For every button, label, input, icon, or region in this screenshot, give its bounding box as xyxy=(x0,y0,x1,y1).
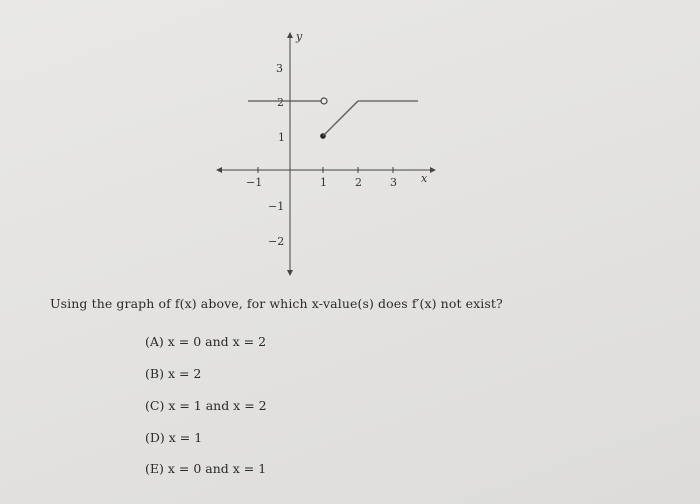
y-axis-bottom-arrow xyxy=(287,270,293,276)
choice-text: x = 0 and x = 1 xyxy=(167,461,267,476)
choice-label: (D) xyxy=(145,430,165,445)
open-circle xyxy=(321,98,327,104)
question-text: Using the graph of f(x) above, for which x-value(s) does f′(x) not exist? xyxy=(50,296,503,311)
x-tick-label: 3 xyxy=(390,176,397,189)
x-axis-left-arrow xyxy=(216,167,222,173)
choice-text: x = 1 xyxy=(168,430,203,445)
choice-label: (E) xyxy=(145,461,164,476)
y-axis-label: y xyxy=(296,30,303,43)
y-tick-label: 3 xyxy=(276,62,283,75)
choice-text: x = 0 and x = 2 xyxy=(167,334,267,349)
choice-label: (A) xyxy=(145,334,164,349)
x-tick-label: 1 xyxy=(320,176,327,189)
choice-e[interactable] xyxy=(145,461,266,476)
choice-text: x = 1 and x = 2 xyxy=(168,398,267,413)
x-tick-label: 2 xyxy=(355,176,362,189)
choice-label: (C) xyxy=(145,398,165,413)
x-axis-arrow xyxy=(430,167,436,173)
y-tick-label: −1 xyxy=(268,200,285,213)
y-tick-label: −2 xyxy=(268,235,285,248)
segment-rising xyxy=(323,101,358,136)
choice-c[interactable] xyxy=(145,398,267,413)
y-tick-label: 2 xyxy=(277,96,284,109)
x-axis-label: x xyxy=(421,172,428,185)
choice-a[interactable] xyxy=(145,334,266,349)
y-axis-arrow xyxy=(287,32,293,38)
choice-label: (B) xyxy=(145,366,164,381)
choice-b[interactable] xyxy=(145,366,201,381)
y-tick-label: 1 xyxy=(278,131,285,144)
choice-text: x = 2 xyxy=(167,366,202,381)
x-tick-label: −1 xyxy=(246,176,263,189)
choice-d[interactable] xyxy=(145,430,202,445)
